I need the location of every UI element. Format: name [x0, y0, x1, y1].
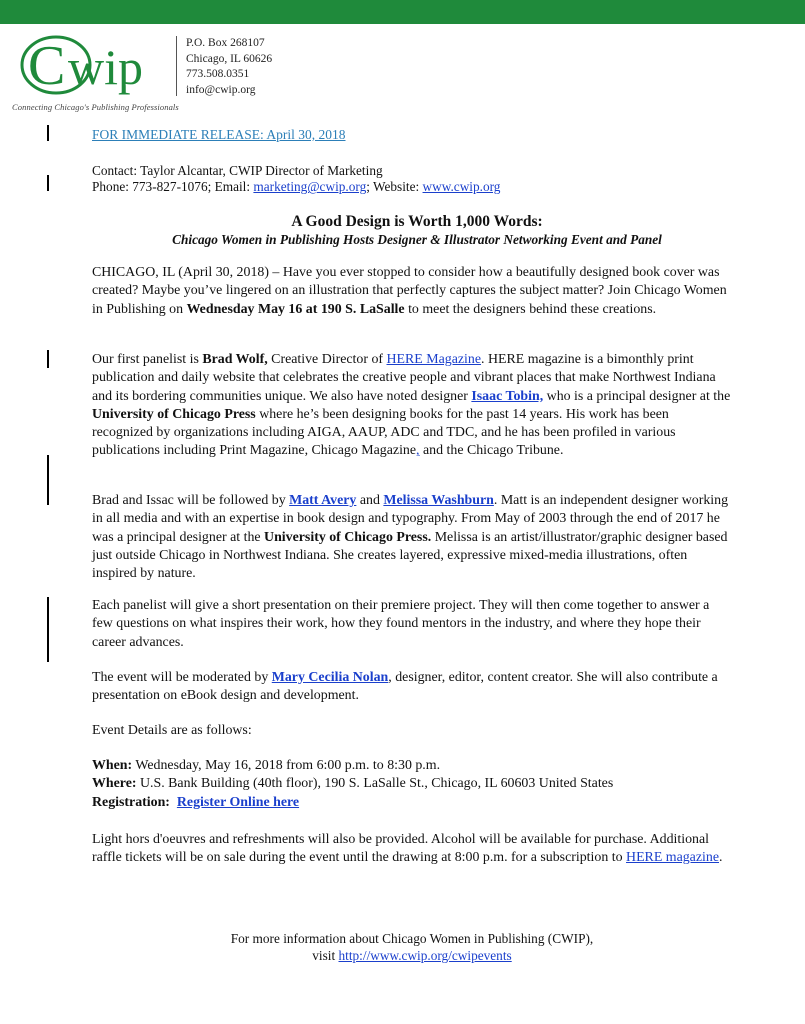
top-banner: [0, 0, 805, 24]
footer-line: For more information about Chicago Women in Publishing (CWIP),: [230, 931, 594, 946]
paragraph-format: Each panelist will give a short presentation on their premiere project. They will then come together to answer a few questions on what inspires their work, how they found mentors in the industry, and where they hope their career advances.: [92, 598, 710, 650]
here-magazine-link-2[interactable]: HERE magazine: [626, 850, 719, 866]
svg-text:wip: wip: [68, 39, 143, 95]
svg-text:C: C: [28, 35, 66, 97]
revision-bar: [47, 125, 49, 141]
detail-registration: Registration: Register Online here: [92, 794, 300, 810]
cwip-logo: [14, 32, 184, 98]
revision-bar: [47, 175, 49, 191]
subheadline: Chicago Women in Publishing Hosts Designer & Illustrator Networking Event and Panel: [172, 232, 662, 247]
contact-line-2: Phone: 773-827-1076; Email: marketing@cwip.org; Website: www.cwip.org: [92, 179, 501, 195]
headline: A Good Design is Worth 1,000 Words:: [291, 213, 543, 230]
mary-cecilia-nolan-link[interactable]: Mary Cecilia Nolan: [271, 670, 389, 685]
email-link[interactable]: marketing@cwip.org: [253, 179, 367, 195]
address-line: Chicago, IL 60626: [186, 52, 273, 65]
website-link[interactable]: www.cwip.org: [422, 179, 501, 195]
release-date[interactable]: FOR IMMEDIATE RELEASE: April 30, 2018: [92, 127, 346, 142]
tagline: Connecting Chicago's Publishing Professionals: [12, 102, 179, 112]
paragraph-panelists-2: Brad and Issac will be followed by Matt Avery and Melissa Washburn. Matt is an independent designer working in all media and with an expertise in book design and typography. From May of 2003 through the end of 2017 he was a principal designer at the University of Chicago Press. Melissa is an artist/illustrator/graphic designer based just outside Chicago in Northwest Indiana. She creates layered, expressive mixed-media illustrations, often inspired by nature.: [92, 493, 729, 582]
matt-avery-link[interactable]: Matt Avery: [289, 493, 357, 508]
divider: [176, 36, 177, 96]
address-line: info@cwip.org: [186, 83, 256, 96]
register-link[interactable]: Register Online here: [176, 794, 300, 810]
events-url-link[interactable]: http://www.cwip.org/cwipevents: [338, 948, 512, 963]
revision-bar: [47, 597, 49, 662]
paragraph-refreshments: Light hors d'oeuvres and refreshments will also be provided. Alcohol will be available for purchase. Additional raffle tickets will be on sale during the event until the drawing at 8:00 p.m. for a subscription to HERE magazine.: [92, 832, 723, 866]
footer: [92, 930, 732, 964]
revision-bar: [47, 350, 49, 368]
melissa-washburn-link[interactable]: Melissa Washburn: [383, 493, 494, 508]
comma-link[interactable]: ,: [416, 443, 420, 459]
contact-line: Contact: Taylor Alcantar, CWIP Director of Marketing: [92, 163, 383, 178]
paragraph-moderator: The event will be moderated by Mary Cecilia Nolan, designer, editor, content creator. She will also contribute a presentation on eBook design and development.: [92, 670, 718, 704]
address-line: P.O. Box 268107: [186, 37, 265, 49]
here-magazine-link[interactable]: HERE Magazine: [386, 352, 482, 367]
event-details: [92, 757, 732, 812]
contact-block: [92, 163, 500, 196]
address-block: [186, 36, 272, 98]
event-details-heading: Event Details are as follows:: [92, 723, 252, 738]
detail-where: Where: U.S. Bank Building (40th floor), 190 S. LaSalle St., Chicago, IL 60603 United States: [92, 776, 614, 792]
revision-bar: [47, 455, 49, 505]
paragraph-panelists: Our first panelist is Brad Wolf, Creative Director of HERE Magazine. HERE magazine is a bimonthly print publication and daily website that celebrates the creative people and vibrant places that make Northwest Indiana and its bordering communities unique. We also have noted designer Isaac Tobin, who is a principal designer at the University of Chicago Press where he’s been designing books for the past 14 years. His work has been recognized by organizations including AIGA, AAUP, ADC and TDC, and he has been profiled in various publications including Print Magazine, Chicago Magazine, and the Chicago Tribune.: [92, 352, 731, 459]
footer-visit: visit http://www.cwip.org/cwipevents: [312, 948, 512, 963]
paragraph-intro: CHICAGO, IL (April 30, 2018) – Have you ever stopped to consider how a beautifully designed book cover was created? Maybe you’ve lingered on an illustration that perfectly captures the subject matter? Join Chicago Women in Publishing on Wednesday May 16 at 190 S. LaSalle to meet the designers behind these creations.: [92, 265, 727, 317]
isaac-tobin-link[interactable]: Isaac Tobin,: [471, 388, 544, 404]
address-line: 773.508.0351: [186, 68, 250, 81]
detail-when: When: Wednesday, May 16, 2018 from 6:00 p.m. to 8:30 p.m.: [92, 758, 441, 773]
